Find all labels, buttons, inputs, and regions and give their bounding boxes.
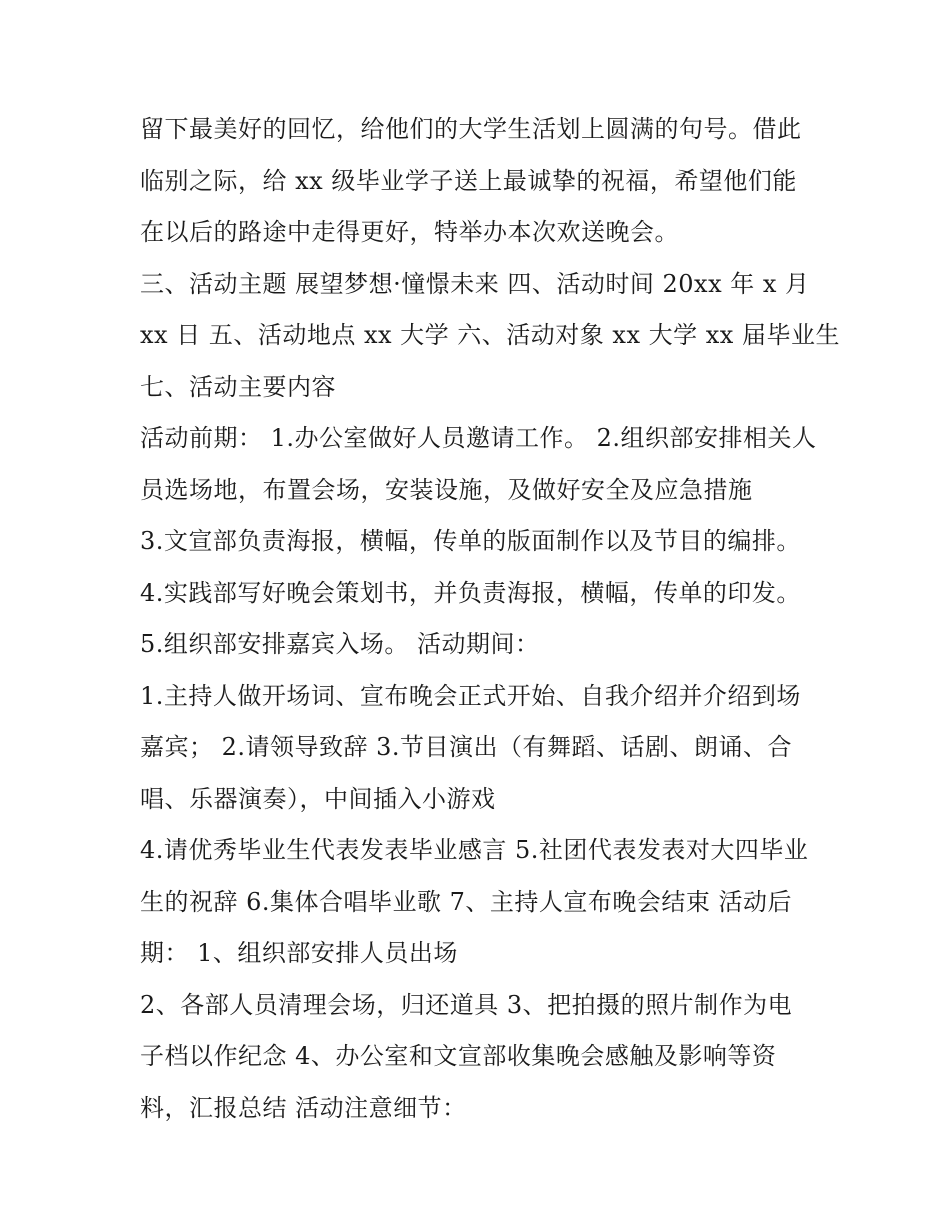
text-line: 2、各部人员清理会场，归还道具 3、把拍摄的照片制作为电 bbox=[140, 990, 793, 1019]
text-line: 期： 1、组织部安排人员出场 bbox=[140, 939, 458, 967]
text-line: 员选场地，布置会场，安装设施，及做好安全及应急措施 bbox=[140, 475, 753, 504]
text-line: 料，汇报总结 活动注意细节： bbox=[140, 1093, 467, 1122]
text-line: 留下最美好的回忆，给他们的大学生活划上圆满的句号。借此 bbox=[140, 115, 802, 143]
text-line: 临别之际，给 xx 级毕业学子送上最诚挚的祝福，希望他们能 bbox=[140, 166, 797, 195]
text-line: 在以后的路途中走得更好，特举办本次欢送晚会。 bbox=[140, 218, 679, 246]
text-line: 4.请优秀毕业生代表发表毕业感言 5.社团代表发表对大四毕业 bbox=[140, 836, 809, 864]
text-line: 子档以作纪念 4、办公室和文宣部收集晚会感触及影响等资 bbox=[140, 1042, 777, 1070]
text-line: 七、活动主要内容 bbox=[140, 372, 336, 401]
text-line: 嘉宾； 2.请领导致辞 3.节目演出（有舞蹈、话剧、朗诵、合 bbox=[140, 733, 793, 761]
text-line: 5.组织部安排嘉宾入场。 活动期间： bbox=[140, 630, 540, 658]
text-line: 三、活动主题 展望梦想·憧憬未来 四、活动时间 20xx 年 x 月 bbox=[140, 269, 810, 298]
text-line: 1.主持人做开场词、宣布晚会正式开始、自我介绍并介绍到场 bbox=[140, 681, 801, 710]
text-line: 活动前期： 1.办公室做好人员邀请工作。 2.组织部安排相关人 bbox=[140, 424, 817, 452]
text-line: 唱、乐器演奏），中间插入小游戏 bbox=[140, 784, 496, 813]
document-body bbox=[140, 104, 840, 1134]
text-line: 4.实践部写好晚会策划书，并负责海报，横幅，传单的印发。 bbox=[140, 578, 801, 607]
text-line: xx 日 五、活动地点 xx 大学 六、活动对象 xx 大学 xx 届毕业生 bbox=[140, 321, 840, 349]
text-line: 生的祝辞 6.集体合唱毕业歌 7、主持人宣布晚会结束 活动后 bbox=[140, 887, 793, 916]
text-line: 3.文宣部负责海报，横幅，传单的版面制作以及节目的编排。 bbox=[140, 527, 801, 555]
